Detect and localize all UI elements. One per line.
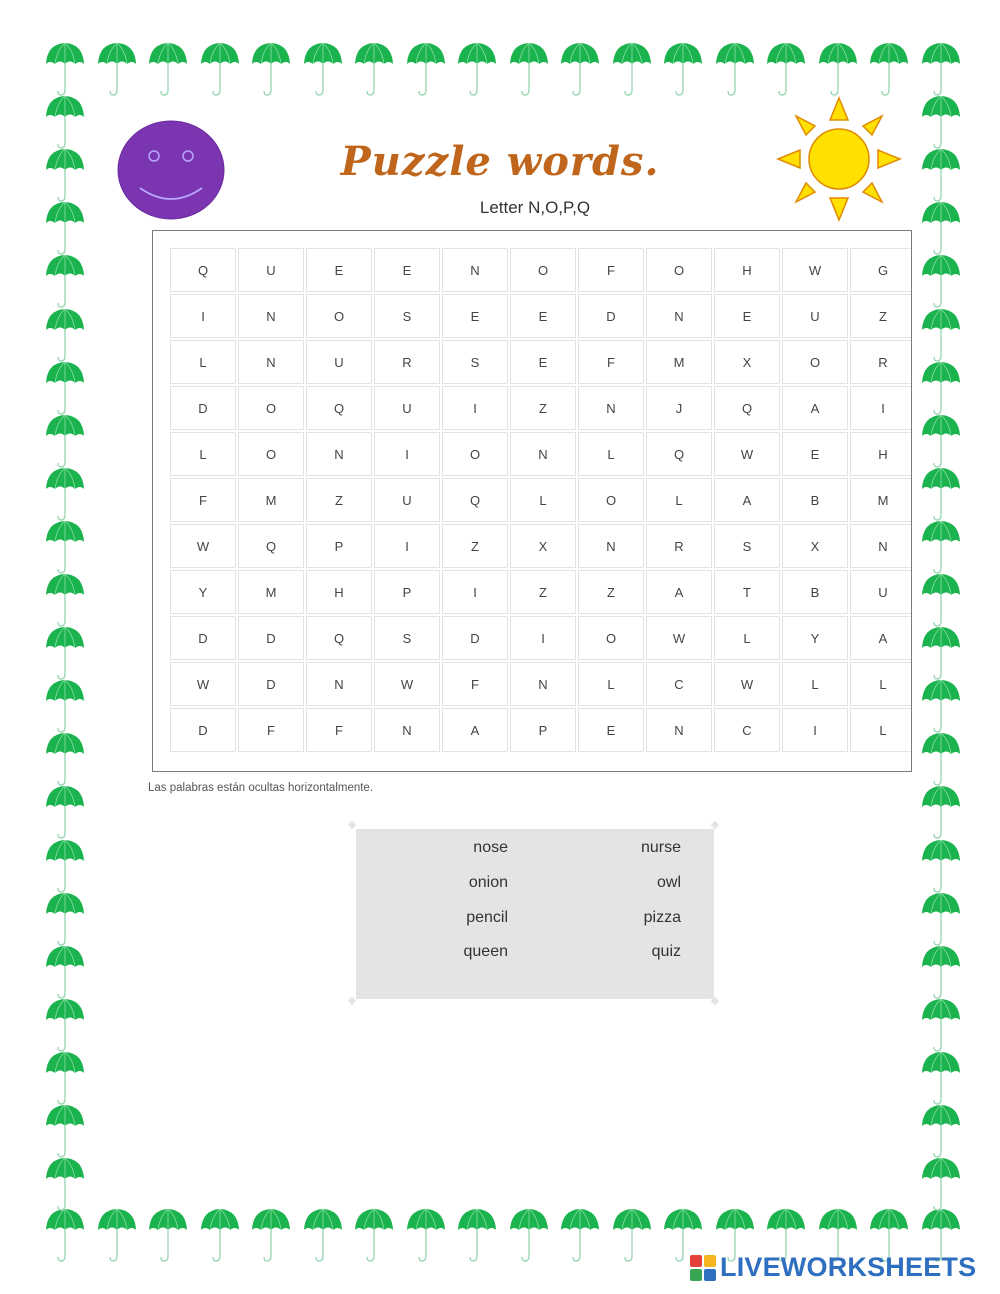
umbrella-icon [45,1208,85,1264]
umbrella-icon [457,1208,497,1264]
word-list-item: quiz [651,943,681,960]
umbrella-icon [45,732,85,788]
grid-cell[interactable]: E [714,294,780,338]
grid-cell[interactable]: F [442,662,508,706]
grid-cell[interactable]: E [442,294,508,338]
umbrella-icon [921,892,961,948]
grid-cell[interactable]: L [714,616,780,660]
umbrella-icon [45,1051,85,1107]
grid-cell[interactable]: I [170,294,236,338]
grid-cell[interactable]: Q [646,432,712,476]
grid-cell[interactable]: D [578,294,644,338]
grid-cell[interactable]: Z [442,524,508,568]
page-subtitle: Letter N,O,P,Q [479,198,591,217]
grid-cell[interactable]: M [646,340,712,384]
grid-cell[interactable]: N [578,386,644,430]
grid-cell[interactable]: D [170,708,236,752]
umbrella-icon [251,42,291,98]
grid-cell[interactable]: Q [306,616,372,660]
grid-cell[interactable]: O [306,294,372,338]
umbrella-icon [921,520,961,576]
grid-cell[interactable]: L [578,432,644,476]
grid-cell[interactable]: D [170,386,236,430]
grid-cell[interactable]: A [782,386,848,430]
umbrella-icon [921,1157,961,1213]
umbrella-icon [148,42,188,98]
umbrella-icon [45,839,85,895]
umbrella-icon [509,1208,549,1264]
grid-cell[interactable]: Z [306,478,372,522]
umbrella-icon [921,361,961,417]
umbrella-icon [921,148,961,204]
grid-cell[interactable]: A [442,708,508,752]
umbrella-icon [200,42,240,98]
grid-cell[interactable]: Z [850,294,912,338]
grid-cell[interactable]: W [782,248,848,292]
umbrella-icon [612,42,652,98]
grid-cell[interactable]: L [850,708,912,752]
grid-cell[interactable]: N [238,340,304,384]
grid-cell[interactable]: O [646,248,712,292]
grid-cell[interactable]: O [578,478,644,522]
grid-cell[interactable]: S [374,294,440,338]
grid-cell[interactable]: P [510,708,576,752]
umbrella-icon [406,1208,446,1264]
grid-cell[interactable]: O [442,432,508,476]
grid-cell[interactable]: W [374,662,440,706]
grid-cell[interactable]: E [578,708,644,752]
grid-cell[interactable]: N [578,524,644,568]
umbrella-icon [45,361,85,417]
umbrella-icon [921,414,961,470]
grid-cell[interactable]: I [442,570,508,614]
grid-cell[interactable]: P [374,570,440,614]
word-list-item: pizza [643,909,681,926]
grid-cell[interactable]: M [238,478,304,522]
grid-cell[interactable]: L [782,662,848,706]
grid-cell[interactable]: X [782,524,848,568]
grid-cell[interactable]: W [170,524,236,568]
umbrella-icon [921,785,961,841]
umbrella-icon [921,201,961,257]
grid-cell[interactable]: I [374,432,440,476]
umbrella-icon [921,1104,961,1160]
grid-cell[interactable]: H [714,248,780,292]
umbrella-icon [97,42,137,98]
umbrella-icon [97,1208,137,1264]
grid-cell[interactable]: A [850,616,912,660]
umbrella-icon [921,254,961,310]
grid-cell[interactable]: Q [306,386,372,430]
word-search-puzzle [152,230,912,772]
umbrella-icon [303,1208,343,1264]
grid-cell[interactable]: L [510,478,576,522]
umbrella-icon [45,785,85,841]
umbrella-icon [921,95,961,151]
grid-cell[interactable]: E [374,248,440,292]
grid-cell[interactable]: P [306,524,372,568]
brand-name: LIVEWORKSHEETS [720,1252,977,1282]
grid-cell[interactable]: G [850,248,912,292]
umbrella-icon [45,467,85,523]
umbrella-icon [45,892,85,948]
umbrella-icon [869,42,909,98]
grid-cell[interactable]: B [782,478,848,522]
sun-icon [776,96,902,222]
umbrella-icon [921,573,961,629]
umbrella-icon [560,42,600,98]
grid-cell[interactable]: N [306,662,372,706]
grid-cell[interactable]: F [578,340,644,384]
grid-cell[interactable]: M [238,570,304,614]
grid-cell[interactable]: T [714,570,780,614]
umbrella-icon [45,520,85,576]
umbrella-icon [354,1208,394,1264]
smiley-face-icon [116,120,226,220]
word-list-box [356,829,714,999]
umbrella-icon [45,1104,85,1160]
grid-cell[interactable]: A [646,570,712,614]
umbrella-icon [45,42,85,98]
umbrella-icon [612,1208,652,1264]
grid-cell[interactable]: B [782,570,848,614]
grid-cell[interactable]: H [306,570,372,614]
grid-cell[interactable]: U [782,294,848,338]
box-corner [711,997,719,1005]
page-title: Puzzle words. [340,138,660,185]
umbrella-icon [45,308,85,364]
grid-cell[interactable]: F [578,248,644,292]
umbrella-icon [766,42,806,98]
grid-cell[interactable]: Q [238,524,304,568]
umbrella-icon [45,998,85,1054]
umbrella-icon [921,732,961,788]
umbrella-icon [45,573,85,629]
grid-cell[interactable]: J [646,386,712,430]
word-list-item: nose [473,839,508,856]
umbrella-icon [148,1208,188,1264]
umbrella-icon [45,679,85,735]
grid-cell[interactable]: Z [578,570,644,614]
umbrella-icon [921,998,961,1054]
grid-cell[interactable]: I [374,524,440,568]
grid-cell[interactable]: U [850,570,912,614]
grid-cell[interactable]: Y [170,570,236,614]
grid-cell[interactable]: L [170,432,236,476]
grid-cell[interactable]: D [170,616,236,660]
word-list-item: queen [463,943,508,960]
grid-cell[interactable]: I [850,386,912,430]
grid-cell[interactable]: L [850,662,912,706]
grid-cell[interactable]: N [510,432,576,476]
grid-cell[interactable]: C [646,662,712,706]
grid-cell[interactable]: I [510,616,576,660]
grid-cell[interactable]: L [578,662,644,706]
umbrella-icon [45,414,85,470]
umbrella-icon [45,254,85,310]
grid-cell[interactable]: Z [510,570,576,614]
umbrella-icon [921,1051,961,1107]
grid-cell[interactable]: H [850,432,912,476]
umbrella-icon [921,679,961,735]
grid-cell[interactable]: A [714,478,780,522]
umbrella-icon [45,626,85,682]
umbrella-icon [921,308,961,364]
umbrella-icon [818,42,858,98]
umbrella-icon [560,1208,600,1264]
word-list-item: owl [656,874,681,891]
grid-cell[interactable]: D [442,616,508,660]
grid-cell[interactable]: U [374,478,440,522]
puzzle-instructions: Las palabras están ocultas horizontalmente. [148,782,374,794]
grid-cell[interactable]: U [374,386,440,430]
umbrella-icon [406,42,446,98]
grid-cell[interactable]: L [170,340,236,384]
grid-cell[interactable]: N [374,708,440,752]
grid-cell[interactable]: M [850,478,912,522]
umbrella-icon [921,945,961,1001]
grid-cell[interactable]: R [850,340,912,384]
grid-cell[interactable]: W [170,662,236,706]
umbrella-icon [457,42,497,98]
grid-cell[interactable]: S [374,616,440,660]
grid-cell[interactable]: X [714,340,780,384]
umbrella-icon [354,42,394,98]
grid-cell[interactable]: I [442,386,508,430]
word-list-item: nurse [640,839,681,856]
grid-cell[interactable]: O [238,432,304,476]
umbrella-icon [921,42,961,98]
umbrella-icon [45,945,85,1001]
grid-cell[interactable]: E [782,432,848,476]
grid-cell[interactable]: O [578,616,644,660]
grid-cell[interactable]: U [306,340,372,384]
umbrella-icon [303,42,343,98]
grid-cell[interactable]: E [510,340,576,384]
grid-cell[interactable]: C [714,708,780,752]
umbrella-icon [715,42,755,98]
word-list-item: pencil [466,909,508,926]
grid-cell[interactable]: S [442,340,508,384]
grid-cell[interactable]: N [442,248,508,292]
grid-cell[interactable]: E [510,294,576,338]
grid-cell[interactable]: E [306,248,372,292]
grid-cell[interactable]: Q [714,386,780,430]
word-list-item: onion [468,874,508,891]
liveworksheets-logo [690,1252,976,1283]
grid-cell[interactable]: L [646,478,712,522]
umbrella-icon [45,148,85,204]
grid-cell[interactable]: N [646,294,712,338]
umbrella-icon [921,839,961,895]
grid-cell[interactable]: D [238,662,304,706]
umbrella-icon [45,1157,85,1213]
grid-cell[interactable]: O [510,248,576,292]
box-corner [348,821,356,829]
liveworksheets-logo-icon [690,1255,716,1281]
umbrella-icon [663,42,703,98]
grid-cell[interactable]: N [646,708,712,752]
box-corner [711,821,719,829]
grid-cell[interactable]: Q [170,248,236,292]
grid-cell[interactable]: F [306,708,372,752]
grid-cell[interactable]: N [238,294,304,338]
grid-cell[interactable]: R [646,524,712,568]
grid-cell[interactable]: F [238,708,304,752]
grid-cell[interactable]: N [306,432,372,476]
umbrella-icon [509,42,549,98]
umbrella-icon [45,95,85,151]
grid-cell[interactable]: N [850,524,912,568]
grid-cell[interactable]: I [782,708,848,752]
umbrella-icon [200,1208,240,1264]
grid-cell[interactable]: W [714,662,780,706]
umbrella-icon [921,467,961,523]
umbrella-icon [45,201,85,257]
grid-cell[interactable]: O [238,386,304,430]
grid-cell[interactable]: D [238,616,304,660]
umbrella-icon [251,1208,291,1264]
grid-cell[interactable]: Y [782,616,848,660]
grid-cell[interactable]: X [510,524,576,568]
box-corner [348,997,356,1005]
grid-cell[interactable]: Z [510,386,576,430]
grid-cell[interactable]: S [714,524,780,568]
grid-cell[interactable]: W [646,616,712,660]
grid-cell[interactable]: O [782,340,848,384]
grid-cell[interactable]: F [170,478,236,522]
grid-cell[interactable]: R [374,340,440,384]
grid-cell[interactable]: W [714,432,780,476]
grid-cell[interactable]: N [510,662,576,706]
grid-cell[interactable]: Q [442,478,508,522]
umbrella-icon [921,626,961,682]
grid-cell[interactable]: U [238,248,304,292]
